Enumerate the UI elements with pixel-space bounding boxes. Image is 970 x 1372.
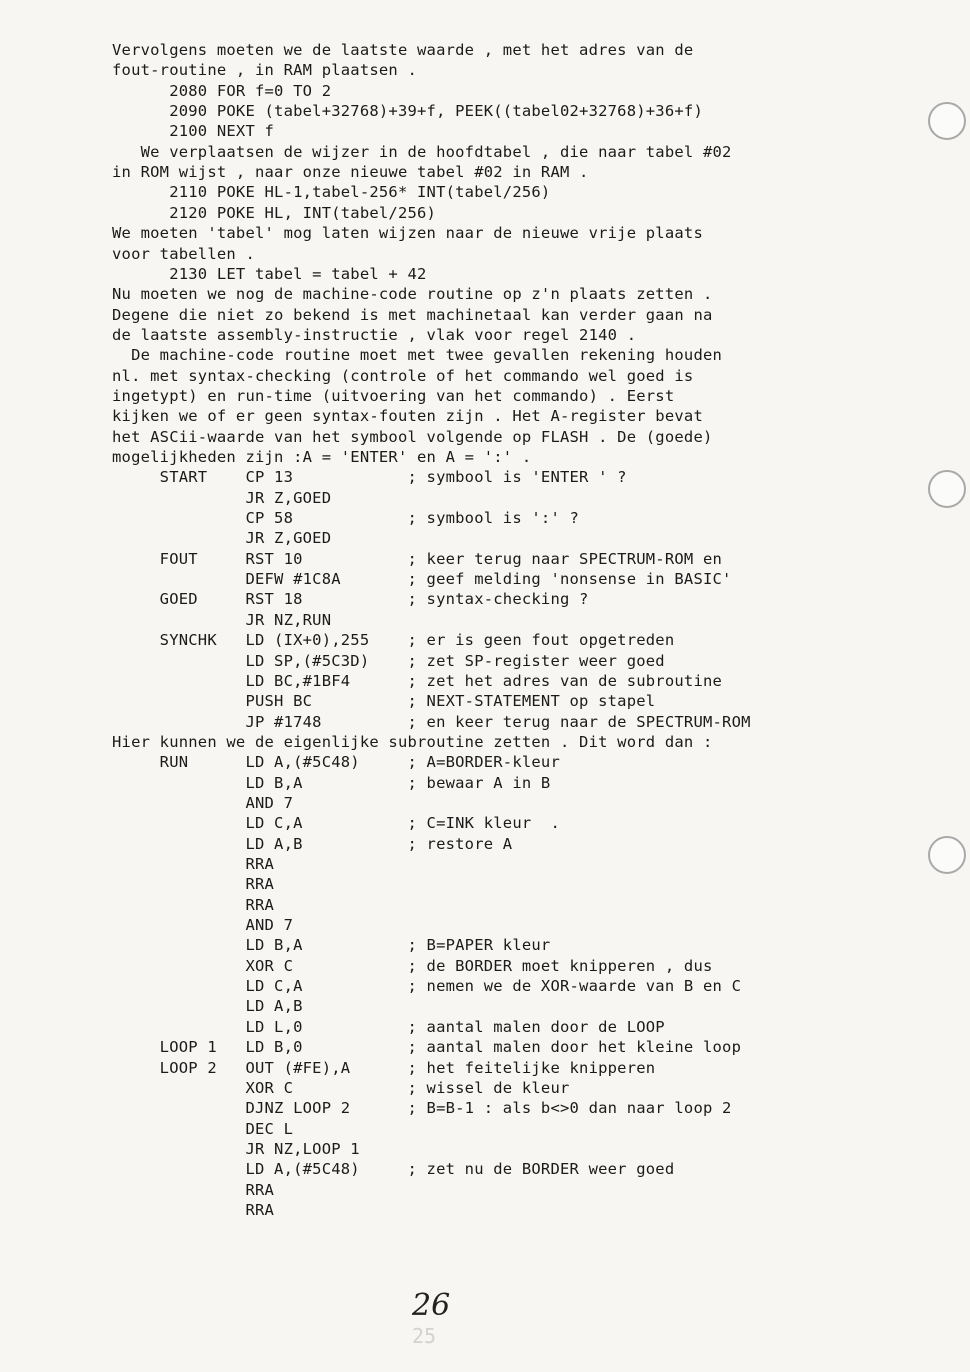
binder-hole-bottom xyxy=(928,836,966,874)
text-line: We verplaatsen de wijzer in de hoofdtabel , die naar tabel #02 xyxy=(112,142,732,161)
text-line: RUN LD A,(#5C48) ; A=BORDER-kleur xyxy=(112,753,560,772)
text-line: We moeten 'tabel' mog laten wijzen naar de nieuwe vrije plaats xyxy=(112,224,703,243)
text-line: Vervolgens moeten we de laatste waarde , met het adres van de xyxy=(112,41,694,59)
text-line: Degene die niet zo bekend is met machinetaal kan verder gaan na xyxy=(112,305,713,324)
text-line: LD A,B ; restore A xyxy=(112,834,513,853)
text-line: Hier kunnen we de eigenlijke subroutine zetten . Dit word dan : xyxy=(112,732,713,751)
text-line: DEFW #1C8A ; geef melding 'nonsense in BASIC' xyxy=(112,570,732,589)
text-line: LD A,B xyxy=(112,997,303,1016)
text-line: JR Z,GOED xyxy=(112,529,332,548)
text-line: De machine-code routine moet met twee gevallen rekening houden xyxy=(112,346,723,365)
text-line: RRA xyxy=(112,855,275,873)
text-line: 2120 POKE HL, INT(tabel/256) xyxy=(112,203,437,222)
text-line: XOR C ; de BORDER moet knipperen , dus xyxy=(112,956,713,975)
text-line: LD SP,(#5C3D) ; zet SP-register weer goed xyxy=(112,651,665,670)
text-line: de laatste assembly-instructie , vlak voor regel 2140 . xyxy=(112,325,637,344)
text-line: JR NZ,LOOP 1 xyxy=(112,1139,360,1158)
text-line: ingetypt) en run-time (uitvoering van het commando) . Eerst xyxy=(112,386,675,405)
text-line: LD B,A ; B=PAPER kleur xyxy=(112,936,551,955)
text-line: LD C,A ; C=INK kleur . xyxy=(112,814,560,833)
text-line: in ROM wijst , naar onze nieuwe tabel #02 in RAM . xyxy=(112,163,589,182)
text-line: START CP 13 ; symbool is 'ENTER ' ? xyxy=(112,468,627,487)
text-line: LOOP 2 OUT (#FE),A ; het feitelijke knipperen xyxy=(112,1058,656,1077)
text-line: LD C,A ; nemen we de XOR-waarde van B en C xyxy=(112,977,742,996)
text-line: AND 7 xyxy=(112,793,294,812)
text-line: XOR C ; wissel de kleur xyxy=(112,1078,570,1097)
text-line: voor tabellen . xyxy=(112,244,255,263)
text-line: LD A,(#5C48) ; zet nu de BORDER weer goed xyxy=(112,1160,675,1179)
text-line: FOUT RST 10 ; keer terug naar SPECTRUM-ROM en xyxy=(112,549,723,568)
text-line: LD BC,#1BF4 ; zet het adres van de subroutine xyxy=(112,671,723,690)
text-line: kijken we of er geen syntax-fouten zijn . Het A-register bevat xyxy=(112,407,703,426)
binder-hole-top xyxy=(928,102,966,140)
text-line: LD L,0 ; aantal malen door de LOOP xyxy=(112,1017,665,1036)
text-line: LOOP 1 LD B,0 ; aantal malen door het kleine loop xyxy=(112,1038,742,1057)
text-line: 2110 POKE HL-1,tabel-256* INT(tabel/256) xyxy=(112,183,551,202)
text-line: DEC L xyxy=(112,1119,294,1138)
text-line: RRA xyxy=(112,1200,275,1219)
text-line: RRA xyxy=(112,1180,275,1199)
text-line: mogelijkheden zijn :A = 'ENTER' en A = ':' . xyxy=(112,448,532,466)
page-number: 26 xyxy=(412,1288,451,1323)
text-line: fout-routine , in RAM plaatsen . xyxy=(112,61,418,80)
text-line: RRA xyxy=(112,875,275,894)
bleed-through-page-number: 25 xyxy=(412,1324,437,1348)
text-line: RRA xyxy=(112,895,275,914)
text-line: Nu moeten we nog de machine-code routine op z'n plaats zetten . xyxy=(112,285,713,304)
text-line: 2090 POKE (tabel+32768)+39+f, PEEK((tabel02+32768)+36+f) xyxy=(112,102,703,121)
text-line: JP #1748 ; en keer terug naar de SPECTRUM-ROM xyxy=(112,712,751,731)
text-line: 2080 FOR f=0 TO 2 xyxy=(112,81,332,100)
text-line: JR NZ,RUN xyxy=(112,610,332,629)
text-line: LD B,A ; bewaar A in B xyxy=(112,773,551,792)
text-line: 2130 LET tabel = tabel + 42 xyxy=(112,264,427,283)
text-line: CP 58 ; symbool is ':' ? xyxy=(112,509,580,528)
text-line: het ASCii-waarde van het symbool volgende op FLASH . De (goede) xyxy=(112,427,713,446)
text-line: GOED RST 18 ; syntax-checking ? xyxy=(112,590,589,609)
binder-hole-middle xyxy=(928,470,966,508)
text-line: PUSH BC ; NEXT-STATEMENT op stapel xyxy=(112,692,656,711)
text-line: AND 7 xyxy=(112,916,294,935)
text-line: SYNCHK LD (IX+0),255 ; er is geen fout opgetreden xyxy=(112,631,675,650)
text-line: DJNZ LOOP 2 ; B=B-1 : als b<>0 dan naar loop 2 xyxy=(112,1099,732,1118)
text-line: nl. met syntax-checking (controle of het commando wel goed is xyxy=(112,366,694,385)
text-line: 2100 NEXT f xyxy=(112,122,275,141)
text-line: JR Z,GOED xyxy=(112,488,332,507)
